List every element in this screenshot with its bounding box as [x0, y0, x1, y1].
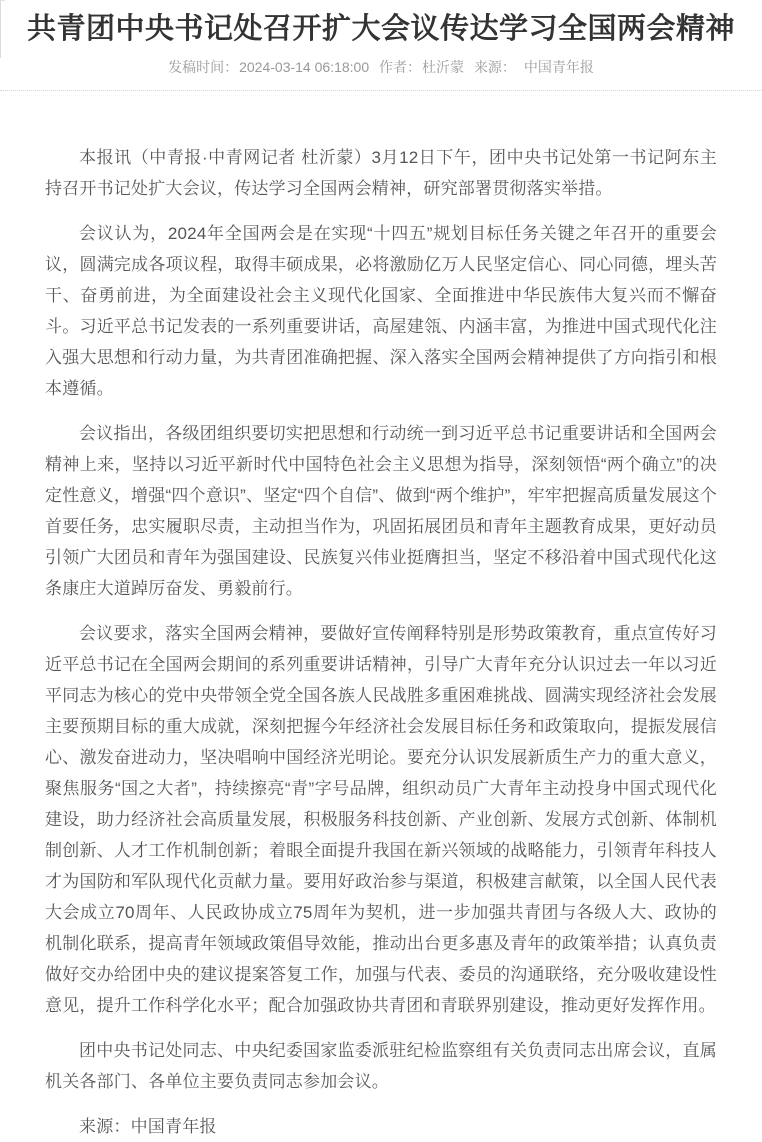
article-paragraph-meeting-points-out: 会议指出，各级团组织要切实把思想和行动统一到习近平总书记重要讲话和全国两会精神上来，坚持以习近平新时代中国特色社会主义思想为指导，深刻领悟“两个确立”的决定性意义，增强“四个意识”、坚定“四个自信”、做到“两个维护”，牢牢把握高质量发展这个首要任务，忠实履职尽责，主动担当作为，巩固拓展团员和青年主题教育成果，更好动员引领广大团员和青年为强国建设、民族复兴伟业挺膺担当，坚定不移沿着中国式现代化这条康庄大道踔厉奋发、勇毅前行。: [45, 424, 717, 598]
author-value: 杜沂蒙: [422, 59, 464, 75]
article-header: [0, 0, 762, 75]
source-value: 中国青年报: [523, 59, 594, 75]
article-meta: [0, 59, 762, 75]
article-body: [0, 91, 762, 1142]
article-paragraph-lede: 本报讯（中青报·中青网记者 杜沂蒙）3月12日下午，团中央书记处第一书记阿东主持召开书记处扩大会议，传达学习全国两会精神，研究部署贯彻落实举措。: [45, 148, 717, 198]
article-paragraph-meeting-requires: 会议要求，落实全国两会精神，要做好宣传阐释特别是形势政策教育，重点宣传好习近平总书记在全国两会期间的系列重要讲话精神，引导广大青年充分认识过去一年以习近平同志为核心的党中央带领全党全国各族人民战胜多重困难挑战、圆满实现经济社会发展主要预期目标的重大成就，深刻把握今年经济社会发展目标任务和政策取向，提振发展信心、激发奋进动力，坚决唱响中国经济光明论。要充分认识发展新质生产力的重大意义，聚焦服务“国之大者”，持续擦亮“青”字号品牌，组织动员广大青年主动投身中国式现代化建设，助力经济社会高质量发展，积极服务科技创新、产业创新、发展方式创新、体制机制创新、人才工作机制创新；着眼全面提升我国在新兴领域的战略能力，引领青年科技人才为国防和军队现代化贡献力量。要用好政治参与渠道，积极建言献策，以全国人民代表大会成立70周年、人民政协成立75周年为契机，进一步加强共青团与各级人大、政协的机制化联系，提高青年领域政策倡导效能，推动出台更多惠及青年的政策举措；认真负责做好交办给团中央的建议提案答复工作，加强与代表、委员的沟通联络，充分吸收建设性意见，提升工作科学化水平；配合加强政协共青团和青联界别建设，推动更好发挥作用。: [45, 624, 717, 1015]
source-label: 来源：: [473, 59, 516, 75]
author-label: 作者：: [379, 59, 421, 75]
page-edge-artifact: [0, 0, 5, 58]
article-footer-source: 来源：中国青年报: [79, 1117, 217, 1136]
publish-time-label: 发稿时间：: [168, 59, 239, 75]
article-paragraph-attendees: 团中央书记处同志、中央纪委国家监委派驻纪检监察组有关负责同志出席会议，直属机关各部门、各单位主要负责同志参加会议。: [45, 1041, 717, 1091]
page-title: 共青团中央书记处召开扩大会议传达学习全国两会精神: [26, 13, 735, 45]
article-paragraph-meeting-believes: 会议认为，2024年全国两会是在实现“十四五”规划目标任务关键之年召开的重要会议，圆满完成各项议程，取得丰硕成果，必将激励亿万人民坚定信心、同心同德，埋头苦干、奋勇前进，为全面建设社会主义现代化国家、全面推进中华民族伟大复兴而不懈奋斗。习近平总书记发表的一系列重要讲话，高屋建瓴、内涵丰富，为推进中国式现代化注入强大思想和行动力量，为共青团准确把握、深入落实全国两会精神提供了方向指引和根本遵循。: [45, 224, 717, 398]
publish-time-value: 2024-03-14 06:18:00: [239, 59, 370, 75]
